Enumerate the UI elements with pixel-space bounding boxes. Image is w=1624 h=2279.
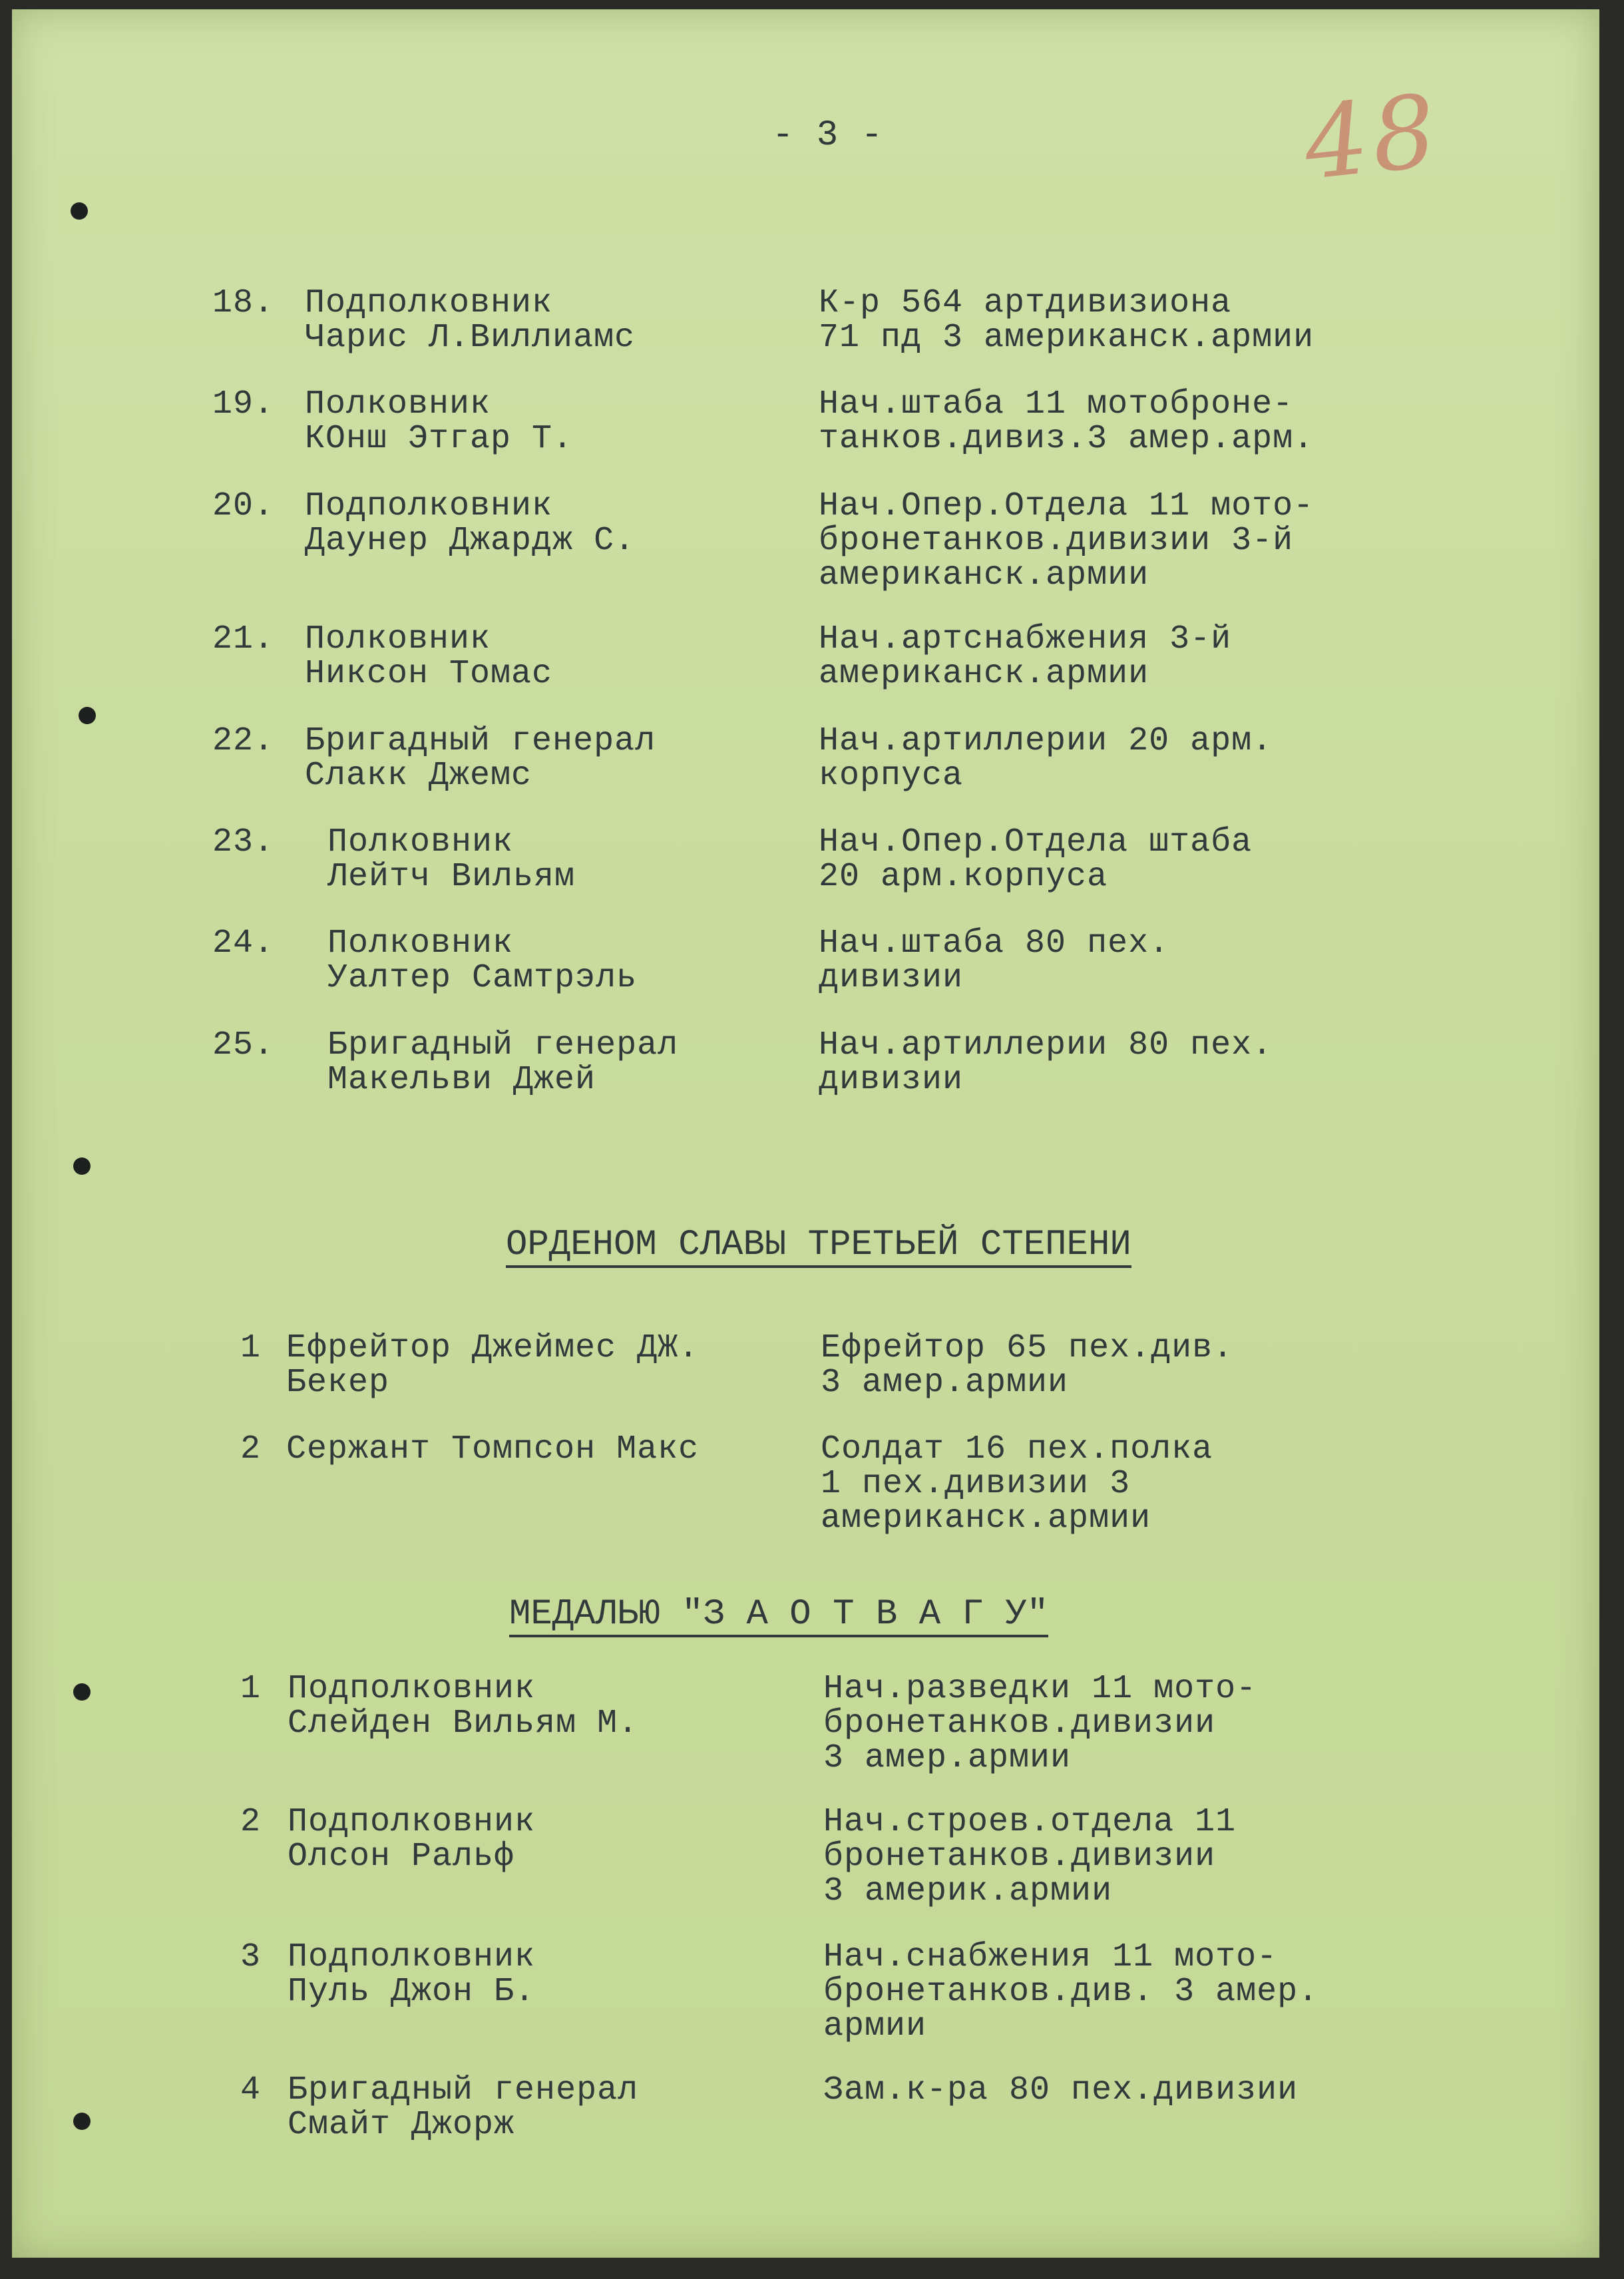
entry-description-line: бронетанков.дивизии bbox=[823, 1838, 1216, 1876]
entry-description-line: танков.дивиз.3 амер.арм. bbox=[819, 420, 1315, 458]
entry-number: 21. bbox=[212, 620, 274, 658]
entry-name-line: Слакк Джемс bbox=[305, 757, 532, 795]
entry-description-line: американск.армии bbox=[821, 1500, 1151, 1538]
entry-name-line: Подполковник bbox=[288, 1803, 536, 1841]
entry-description-line: бронетанков.див. 3 амер. bbox=[823, 1973, 1319, 2011]
entry-number: 22. bbox=[212, 722, 274, 760]
entry-name-line: Полковник bbox=[305, 385, 491, 423]
entry-description-line: Нач.снабжения 11 мото- bbox=[823, 1938, 1278, 1976]
entry-description-line: Нач.штаба 80 пех. bbox=[819, 925, 1170, 962]
entry-name-line: Даунер Джардж С. bbox=[305, 522, 636, 560]
entry-description-line: Нач.строев.отдела 11 bbox=[823, 1803, 1237, 1841]
section-title-order-of-glory: ОРДЕНОМ СЛАВЫ ТРЕТЬЕЙ СТЕПЕНИ bbox=[506, 1228, 1131, 1268]
entry-number: 18. bbox=[212, 284, 274, 322]
entry-name-line: Бекер bbox=[286, 1364, 390, 1402]
entry-description-line: 3 амер.армии bbox=[821, 1364, 1069, 1402]
entry-description-line: армии bbox=[823, 2007, 927, 2045]
entry-name-line: Подполковник bbox=[288, 1938, 536, 1976]
entry-name-line: Бригадный генерал bbox=[305, 722, 656, 760]
entry-number: 23. bbox=[212, 823, 274, 861]
entry-description-line: 20 арм.корпуса bbox=[819, 858, 1108, 896]
entry-name-line: Смайт Джорж bbox=[288, 2106, 515, 2144]
entry-name-line: Пуль Джон Б. bbox=[288, 1973, 536, 2011]
entry-description-line: корпуса bbox=[819, 757, 964, 795]
entry-description-line: Нач.Опер.Отдела 11 мото- bbox=[819, 487, 1315, 525]
entry-number: 1 bbox=[240, 1329, 261, 1367]
entry-description-line: дивизии bbox=[819, 1061, 964, 1099]
entry-description-line: Нач.разведки 11 мото- bbox=[823, 1670, 1257, 1708]
entry-number: 4 bbox=[240, 2071, 261, 2109]
entry-name-line: Уалтер Самтрэль bbox=[327, 959, 638, 997]
entry-description-line: Нач.артиллерии 80 пех. bbox=[819, 1026, 1273, 1064]
entry-number: 24. bbox=[212, 925, 274, 962]
entry-number: 2 bbox=[240, 1430, 261, 1468]
entry-description-line: К-р 564 артдивизиона bbox=[819, 284, 1232, 322]
entry-number: 19. bbox=[212, 385, 274, 423]
entry-name-line: Ефрейтор Джеймес ДЖ. bbox=[286, 1329, 700, 1367]
entry-description-line: Нач.артснабжения 3-й bbox=[819, 620, 1232, 658]
entry-name-line: Полковник bbox=[305, 620, 491, 658]
entry-name-line: Олсон Ральф bbox=[288, 1838, 515, 1876]
entry-description-line: американск.армии bbox=[819, 556, 1149, 594]
entry-number: 1 bbox=[240, 1670, 261, 1708]
entry-name-line: Никсон Томас bbox=[305, 655, 553, 693]
entry-name-line: Подполковник bbox=[305, 284, 553, 322]
entry-name-line: Подполковник bbox=[288, 1670, 536, 1708]
entry-number: 25. bbox=[212, 1026, 274, 1064]
section-title-medal-for-courage: МЕДАЛЬЮ "З А О Т В А Г У" bbox=[509, 1597, 1048, 1637]
punch-hole bbox=[79, 707, 96, 724]
entry-name-line: Сержант Томпсон Макс bbox=[286, 1430, 700, 1468]
entry-description-line: дивизии bbox=[819, 959, 964, 997]
entry-description-line: бронетанков.дивизии 3-й bbox=[819, 522, 1294, 560]
entry-description-line: американск.армии bbox=[819, 655, 1149, 693]
entry-name-line: Бригадный генерал bbox=[327, 1026, 679, 1064]
entry-description-line: Нач.Опер.Отдела штаба bbox=[819, 823, 1253, 861]
entry-name-line: Слейден Вильям М. bbox=[288, 1705, 639, 1743]
entry-name-line: Лейтч Вильям bbox=[327, 858, 576, 896]
entry-description-line: Зам.к-ра 80 пех.дивизии bbox=[823, 2071, 1299, 2109]
entry-name-line: Полковник bbox=[327, 823, 514, 861]
entry-name-line: Подполковник bbox=[305, 487, 553, 525]
entry-number: 2 bbox=[240, 1803, 261, 1841]
entry-name-line: КОнш Этгар Т. bbox=[305, 420, 574, 458]
entry-name-line: Макельви Джей bbox=[327, 1061, 596, 1099]
punch-hole bbox=[73, 1157, 91, 1175]
entry-description-line: бронетанков.дивизии bbox=[823, 1705, 1216, 1743]
entry-number: 20. bbox=[212, 487, 274, 525]
entry-number: 3 bbox=[240, 1938, 261, 1976]
entry-description-line: Солдат 16 пех.полка bbox=[821, 1430, 1213, 1468]
entry-name-line: Бригадный генерал bbox=[288, 2071, 639, 2109]
punch-hole bbox=[73, 1683, 91, 1701]
page-number: - 3 - bbox=[772, 115, 884, 156]
entry-name-line: Полковник bbox=[327, 925, 514, 962]
entry-description-line: Ефрейтор 65 пех.див. bbox=[821, 1329, 1234, 1367]
punch-hole bbox=[73, 2113, 91, 2130]
handwritten-folio-number: 48 bbox=[1299, 73, 1446, 203]
entry-description-line: 1 пех.дивизии 3 bbox=[821, 1465, 1131, 1503]
entry-description-line: Нач.штаба 11 мотоброне- bbox=[819, 385, 1294, 423]
entry-description-line: 3 америк.армии bbox=[823, 1872, 1113, 1910]
document-page bbox=[12, 9, 1599, 2258]
entry-description-line: Нач.артиллерии 20 арм. bbox=[819, 722, 1273, 760]
entry-description-line: 71 пд 3 американск.армии bbox=[819, 319, 1315, 357]
punch-hole bbox=[71, 202, 88, 220]
entry-description-line: 3 амер.армии bbox=[823, 1739, 1072, 1777]
entry-name-line: Чарис Л.Виллиамс bbox=[305, 319, 636, 357]
